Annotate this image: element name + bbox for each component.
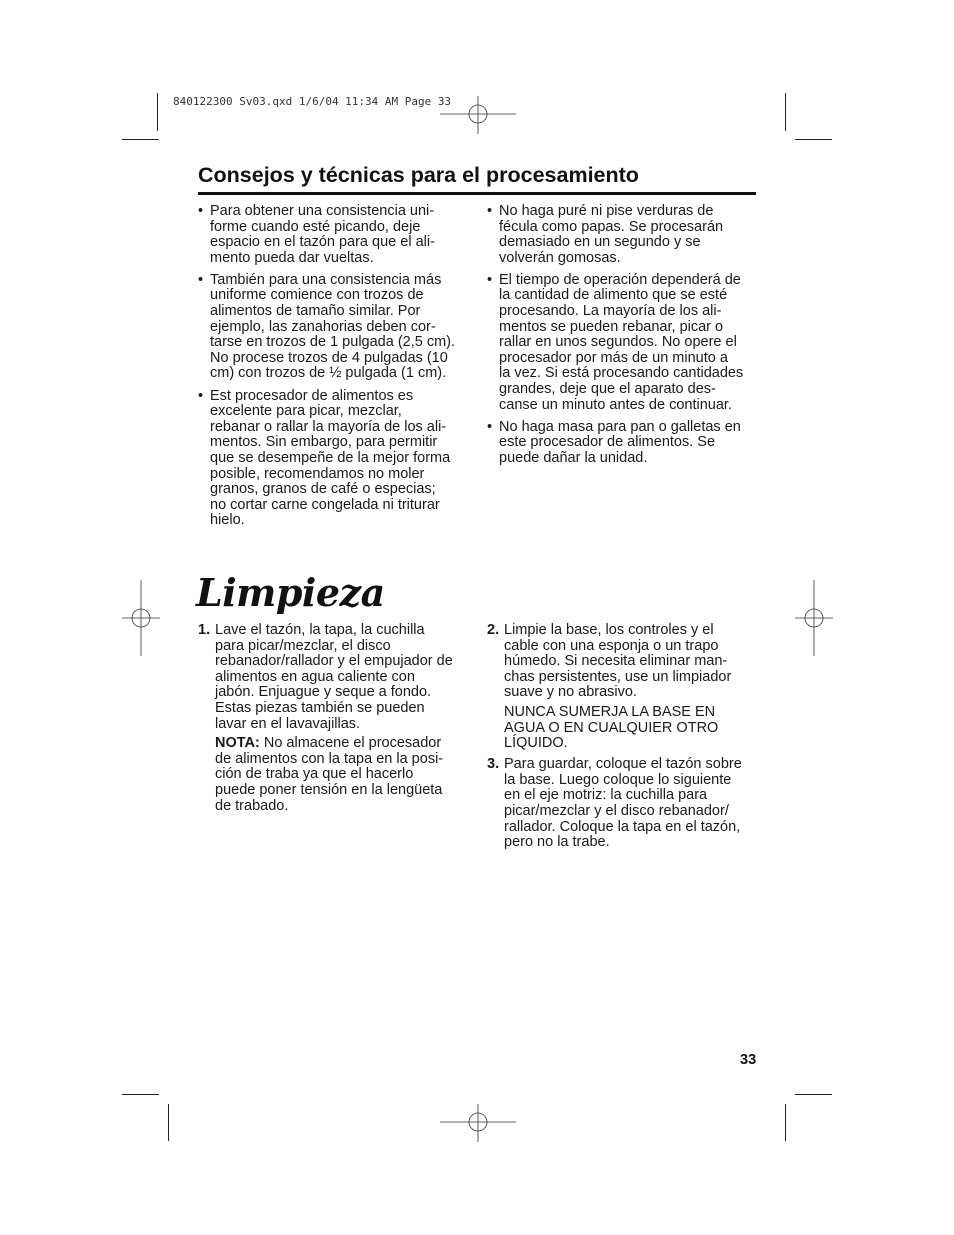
crop-mark (122, 139, 159, 140)
crop-mark (795, 139, 832, 140)
step-note (215, 736, 470, 814)
list-item (487, 204, 759, 266)
list-item (487, 273, 759, 413)
crop-mark (785, 93, 786, 131)
cleaning-right-column (487, 623, 759, 856)
bullet-icon: • (198, 203, 204, 219)
cleaning-step (487, 623, 759, 752)
step-number: 2. (487, 622, 500, 638)
printer-slug: 840122300 Sv03.qxd 1/6/04 11:34 AM Page 33 (173, 95, 452, 108)
bullet-icon: • (487, 418, 493, 435)
registration-mark-icon (795, 580, 833, 656)
tip-text: Para obtener una consistencia uni- forme cuando esté picando, deje espacio en el tazón para que el ali- mento pueda dar vueltas. (210, 203, 435, 266)
step-number: 3. (487, 756, 500, 773)
step-number: 1. (198, 622, 211, 638)
section-title: Consejos y técnicas para el procesamiento (198, 163, 639, 187)
step-text: Para guardar, coloque el tazón sobre la base. Luego coloque lo siguiente en el eje motriz: la cuchilla para picar/mezclar y el disco rebanador/ rallador. Coloque la tapa en el tazón, pero no la trabe. (504, 756, 742, 851)
registration-mark-icon (122, 580, 160, 656)
registration-mark-icon (440, 1104, 516, 1144)
title-rule (198, 192, 756, 195)
list-item (198, 204, 470, 266)
tip-text: También para una consistencia más uniforme comience con trozos de alimentos de tamaño similar. Por ejemplo, las zanahorias deben cor- tarse en trozos de 1 pulgada (2,5 cm). No procese trozos de 4 pulgadas (10 cm) con trozos de ½ pulgada (1 cm). (210, 271, 456, 382)
list-item (198, 273, 470, 382)
tip-text: Est procesador de alimentos es excelente para picar, mezclar, rebanar o rallar la mayoría de los ali- mentos. Sin embargo, para permitir que se desempeñe de la mejor forma posible, recomendamos no moler granos, granos de café o especias; no cortar carne congelada ni triturar hielo. (210, 387, 451, 529)
crop-mark (168, 1104, 169, 1141)
bullet-icon: • (198, 271, 204, 288)
cleaning-step (198, 623, 470, 814)
crop-mark (122, 1094, 159, 1095)
registration-mark-icon (440, 96, 516, 136)
cleaning-steps-left (198, 623, 470, 814)
tips-list-right (487, 204, 759, 467)
cleaning-step (487, 757, 759, 851)
tips-left-column (198, 204, 470, 535)
list-item (487, 420, 759, 467)
step-warning: NUNCA SUMERJA LA BASE EN AGUA O EN CUALQUIER OTRO LÍQUIDO. (504, 703, 719, 752)
step-text: Lave el tazón, la tapa, la cuchilla para picar/mezclar, el disco rebanador/rallador y el empujador de alimentos en agua caliente con jabón. Enjuague y seque a fondo. Estas piezas también se pueden lavar en el lavavajillas. (215, 622, 453, 732)
cleaning-left-column (198, 623, 470, 820)
tip-text: El tiempo de operación dependerá de la cantidad de alimento que se esté procesando. La mayoría de los ali- mentos se pueden rebanar, picar o rallar en unos segundos. No opere el procesador por más de un minuto a la vez. Si está procesando cantidades grandes, deje que el aparato des- canse un minuto antes de continuar. (499, 271, 744, 413)
note-text: No almacene el procesador de alimentos con la tapa en la posi- ción de traba ya que el hacerlo puede poner tensión en la lengüeta de trabado. (215, 735, 444, 814)
step-text: Limpie la base, los controles y el cable con una esponja o un trapo húmedo. Si necesita eliminar man- chas persistentes, use un limpiador suave y no abrasivo. (504, 622, 732, 701)
cleaning-title: Limpieza (196, 570, 385, 615)
crop-mark (157, 93, 158, 131)
tips-right-column (487, 204, 759, 473)
bullet-icon: • (198, 387, 204, 404)
page-number: 33 (740, 1052, 757, 1068)
tip-text: No haga masa para pan o galletas en este procesador de alimentos. Se puede dañar la unidad. (499, 418, 741, 466)
bullet-icon: • (487, 271, 493, 288)
crop-mark (795, 1094, 832, 1095)
list-item (198, 389, 470, 529)
note-label: NOTA: (215, 735, 260, 752)
tip-text: No haga puré ni pise verduras de fécula como papas. Se procesarán demasiado en un segundo y se volverán gomosas. (499, 203, 724, 266)
bullet-icon: • (487, 203, 493, 219)
cleaning-steps-right (487, 623, 759, 851)
crop-mark (785, 1104, 786, 1141)
tips-list-left (198, 204, 470, 529)
